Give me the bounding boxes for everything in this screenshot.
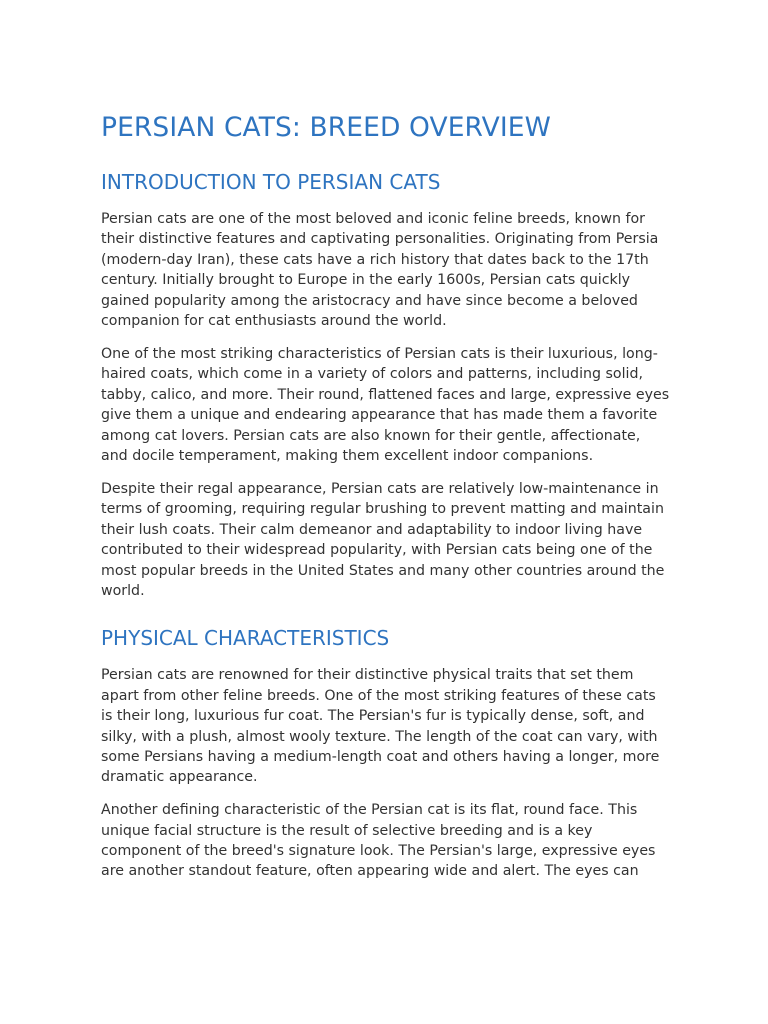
section-physical-characteristics <box>101 623 671 882</box>
document-title: PERSIAN CATS: BREED OVERVIEW <box>101 112 551 143</box>
section-heading: INTRODUCTION TO PERSIAN CATS <box>101 170 441 194</box>
paragraph: Another defining characteristic of the Persian cat is its flat, round face. This unique facial structure is the result of selective breeding and is a key component of the breed's signature look. The Persian's large, expressive eyes are another standout feature, often appearing wide and alert. The eyes can <box>101 802 656 880</box>
section-introduction <box>101 167 671 601</box>
paragraph: Persian cats are one of the most beloved and iconic feline breeds, known for their distinctive features and captivating personalities. Originating from Persia (modern-day Iran), these cats have a rich history that dates back to the 17th century. Initially brought to Europe in the early 1600s, Persian cats quickly gained popularity among the aristocracy and have since become a beloved companion for cat enthusiasts around the world. <box>101 211 659 330</box>
section-heading: PHYSICAL CHARACTERISTICS <box>101 626 390 651</box>
paragraph: Despite their regal appearance, Persian cats are relatively low-maintenance in terms of grooming, requiring regular brushing to prevent matting and maintain their lush coats. Their calm demeanor and adaptability to indoor living have contributed to their widespread popularity, with Persian cats being one of the most popular breeds in the United States and many other countries around the world. <box>101 480 665 599</box>
paragraph: One of the most striking characteristics of Persian cats is their luxurious, long-haired coats, which come in a variety of colors and patterns, including solid, tabby, calico, and more. Their round, flattened faces and large, expressive eyes give them a unique and endearing appearance that has made them a favorite among cat lovers. Persian cats are also known for their gentle, affectionate, and docile temperament, making them excellent indoor companions. <box>101 345 670 464</box>
paragraph: Persian cats are renowned for their distinctive physical traits that set them apart from other feline breeds. One of the most striking features of these cats is their long, luxurious fur coat. The Persian's fur is typically dense, soft, and silky, with a plush, almost wooly texture. The length of the coat can vary, with some Persians having a medium-length coat and others having a longer, more dramatic appearance. <box>101 667 660 786</box>
document-content <box>101 108 671 894</box>
